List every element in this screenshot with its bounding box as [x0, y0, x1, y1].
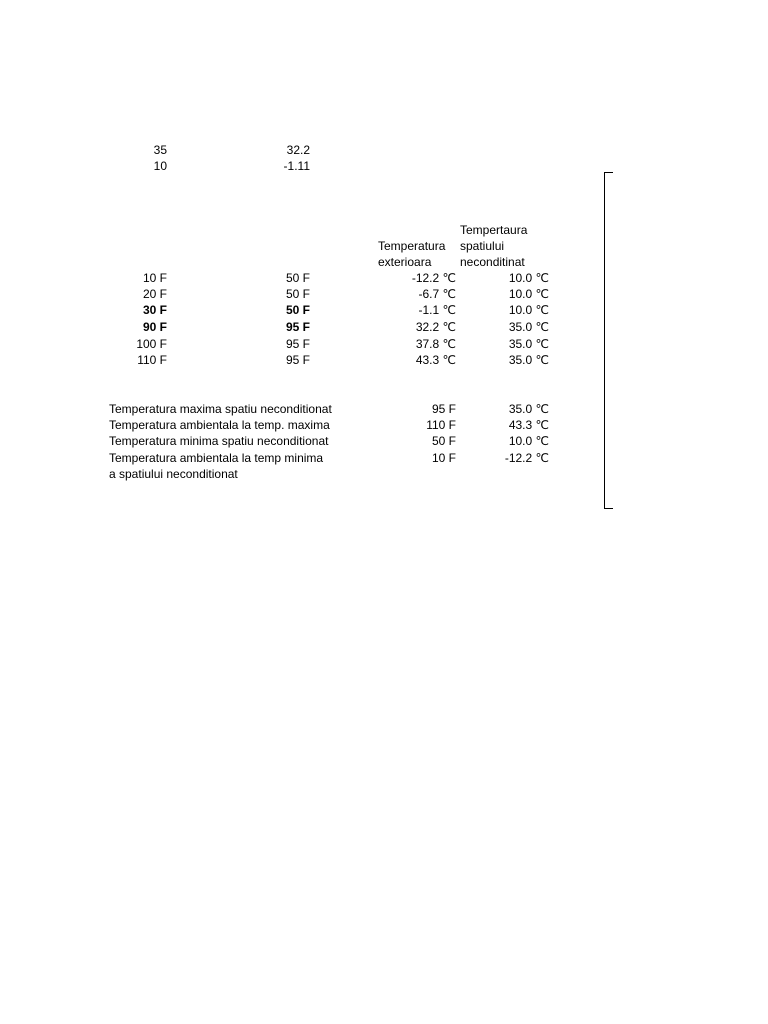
table-row-2-col2: 50 F [285, 287, 310, 301]
summary-row-1-f: 95 F [431, 402, 456, 416]
table-row-2-col1: 20 F [142, 287, 167, 301]
table-row-6-col1: 110 F [137, 353, 167, 367]
summary-extra-line: a spatiului neconditionat [109, 467, 238, 481]
right-bracket [604, 172, 613, 509]
summary-row-3-label: Temperatura minima spatiu neconditionat [109, 434, 329, 448]
table-row-3-col4: 10.0 ℃ [508, 303, 549, 317]
table-row-1-col4: 10.0 ℃ [508, 271, 549, 285]
top-row-1-col2: 32.2 [286, 143, 310, 157]
table-row-5-col2: 95 F [285, 337, 310, 351]
summary-row-4-c: -12.2 ℃ [504, 451, 549, 465]
table-row-3-col1: 30 F [142, 303, 167, 317]
table-row-6-col3: 43.3 ℃ [415, 353, 456, 367]
header-col3-line2: exterioara [378, 255, 432, 269]
summary-row-1-c: 35.0 ℃ [508, 402, 549, 416]
header-col3-line1: Temperatura [378, 239, 446, 253]
top-row-1-col1: 35 [153, 143, 167, 157]
summary-row-2-label: Temperatura ambientala la temp. maxima [109, 418, 330, 432]
summary-row-4-f: 10 F [431, 451, 456, 465]
table-row-1-col1: 10 F [142, 271, 167, 285]
summary-row-2-c: 43.3 ℃ [508, 418, 549, 432]
table-row-3-col2: 50 F [285, 303, 310, 317]
table-row-4-col3: 32.2 ℃ [415, 320, 456, 334]
top-row-2-col2: -1.11 [283, 159, 310, 173]
table-row-2-col3: -6.7 ℃ [418, 287, 456, 301]
summary-row-3-c: 10.0 ℃ [508, 434, 549, 448]
table-row-4-col4: 35.0 ℃ [508, 320, 549, 334]
summary-row-1-label: Temperatura maxima spatiu neconditionat [109, 402, 332, 416]
header-col4-line2: spatiului [460, 239, 505, 253]
table-row-3-col3: -1.1 ℃ [418, 303, 456, 317]
top-row-2-col1: 10 [153, 159, 167, 173]
header-col4-line3: neconditinat [460, 255, 525, 269]
table-row-5-col1: 100 F [136, 337, 167, 351]
table-row-1-col3: -12.2 ℃ [411, 271, 456, 285]
summary-row-2-f: 110 F [426, 418, 456, 432]
summary-row-4-label: Temperatura ambientala la temp minima [109, 451, 324, 465]
table-row-5-col4: 35.0 ℃ [508, 337, 549, 351]
table-row-2-col4: 10.0 ℃ [508, 287, 549, 301]
table-row-6-col4: 35.0 ℃ [508, 353, 549, 367]
table-row-5-col3: 37.8 ℃ [415, 337, 456, 351]
table-row-4-col1: 90 F [142, 320, 167, 334]
header-col4-line1: Tempertaura [460, 223, 528, 237]
table-row-4-col2: 95 F [285, 320, 310, 334]
summary-row-3-f: 50 F [431, 434, 456, 448]
table-row-6-col2: 95 F [285, 353, 310, 367]
table-row-1-col2: 50 F [285, 271, 310, 285]
